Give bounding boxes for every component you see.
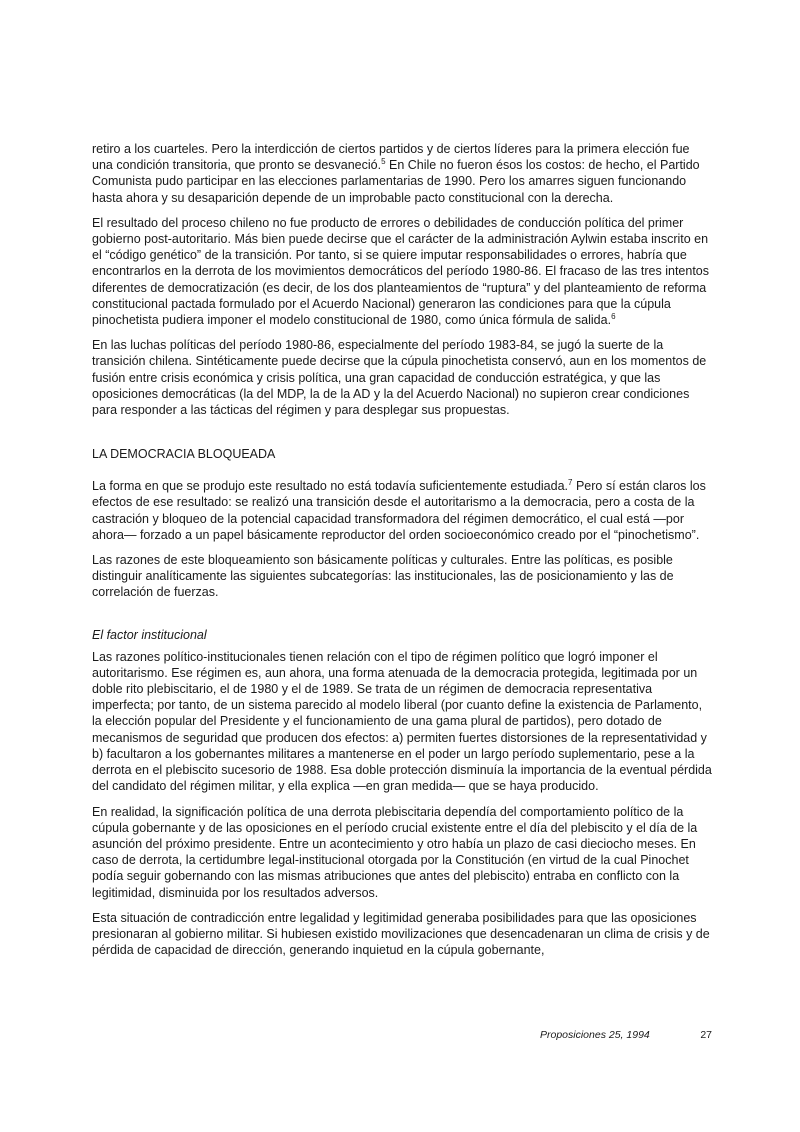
paragraph: En realidad, la significación política de una derrota plebiscitaria dependía del comportamiento político de la cúpula gobernante y de las oposiciones en el período crucial existente entre el día del plebiscito y el día de la asunción del próximo presidente. Entre un acontecimiento y otro había un plazo de casi dieciocho meses. En caso de derrota, la certidumbre legal-institucional otorgada por la Constitución (en virtud de la cual Pinochet podía seguir gobernando con las mismas atribuciones que antes del plebiscito) entraba en conflicto con la legitimidad, disminuida por los resultados adversos. [92, 804, 698, 900]
footnote-ref[interactable]: 6 [611, 311, 616, 321]
page-footer [540, 1029, 712, 1041]
paragraph: En las luchas políticas del período 1980-86, especialmente del período 1983-84, se jugó la suerte de la transición chilena. Sintéticamente puede decirse que la cúpula pinochetista conservó, aun en los momentos de fusión entre crisis económica y crisis política, una gran capacidad de conducción estratégica, y que las oposiciones democráticas (la del MDP, la de la AD y la del Acuerdo Nacional) no supieron crear condiciones para responder a las tácticas del régimen y para desplegar sus propuestas. [92, 338, 707, 418]
page-body [92, 141, 712, 967]
paragraph: Las razones político-institucionales tienen relación con el tipo de régimen político que logró imponer el autoritarismo. Ese régimen es, aun ahora, una forma atenuada de la democracia protegida, legitimada por un doble rito plebiscitario, el de 1980 y el de 1989. Se trata de un régimen de democracia representativa imperfecta; por tanto, de un sistema parecido al modelo liberal (por cuanto define la existencia de Parlamento, la elección popular del Presidente y el funcionamiento de una gama plural de partidos), pero dotado de mecanismos de seguridad que producen dos efectos: a) permiten fuertes distorsiones de la representatividad y b) facultaron a los gobernantes militares a mantenerse en el poder un largo período suplementario, pese a la derrota en el plebiscito sucesorio de 1988. Esa doble protección disminuía la importancia de la eventual pérdida del candidato del régimen militar, y ella explica —en gran medida— que se haya producido. [92, 649, 712, 794]
paragraph: Las razones de este bloqueamiento son básicamente políticas y culturales. Entre las políticas, es posible distinguir analíticamente las siguientes subcategorías: las institucionales, las de posicionamiento y las de correlación de fuerzas. [92, 553, 674, 600]
paragraph: La forma en que se produjo este resultado no está todavía suficientemente estudiada.$^7$ Pero sí están claros los efectos de ese resultado: se realizó una transición desde el autoritarismo a la democracia, pero a costa de la castración y bloqueo de la potencial capacidad transformadora del régimen democrático, el cual está —por ahora— forzado a un papel básicamente reproductor del orden socioeconómico creado por el “pinochetismo”. [92, 478, 706, 542]
paragraph: Esta situación de contradicción entre legalidad y legitimidad generaba posibilidades para que las oposiciones presionaran al gobierno militar. Si hubiesen existido movilizaciones que desencadenaran un clima de crisis y de pérdida de capacidad de dirección, generando inquietud en la cúpula gobernante, [92, 910, 710, 958]
paragraph: El resultado del proceso chileno no fue producto de errores o debilidades de conducción política del primer gobierno post-autoritario. Más bien puede decirse que el carácter de la administración Aylwin estaba inscrito en el “código genético” de la transición. Por tanto, si se quiere imputar responsabilidades o errores, habría que encontrarlos en la derrota de los movimientos democráticos del período 1980-86. El fracaso de las tres intentos diferentes de democratización (es decir, de los dos planteamientos de “ruptura” y del planteamiento de reforma constitucional pactada formulado por el Acuerdo Nacional) generaron las condiciones para que la cúpula pinochetista pudiera imponer el modelo constitucional de 1980, como única fórmula de salida.$^6$ [92, 215, 709, 328]
footnote-ref[interactable]: 7 [568, 478, 573, 488]
subsection-title: El factor institucional [92, 627, 207, 642]
page-number: 27 [700, 1029, 712, 1041]
footnote-ref[interactable]: 5 [381, 157, 386, 167]
section-title: LA DEMOCRACIA BLOQUEADA [92, 447, 276, 462]
paragraph: retiro a los cuarteles. Pero la interdicción de ciertos partidos y de ciertos líderes para la primera elección fue una condición transitoria, que pronto se desvaneció.$^5$ En Chile no fueron ésos los costos: de hecho, el Partido Comunista pudo participar en las elecciones parlamentarias de 1990. Pero los amarres siguen funcionando hasta ahora y su desaparición depende de un improbable pacto constitucional con la derecha. [92, 142, 700, 205]
journal-citation: Proposiciones 25, 1994 [540, 1029, 650, 1041]
